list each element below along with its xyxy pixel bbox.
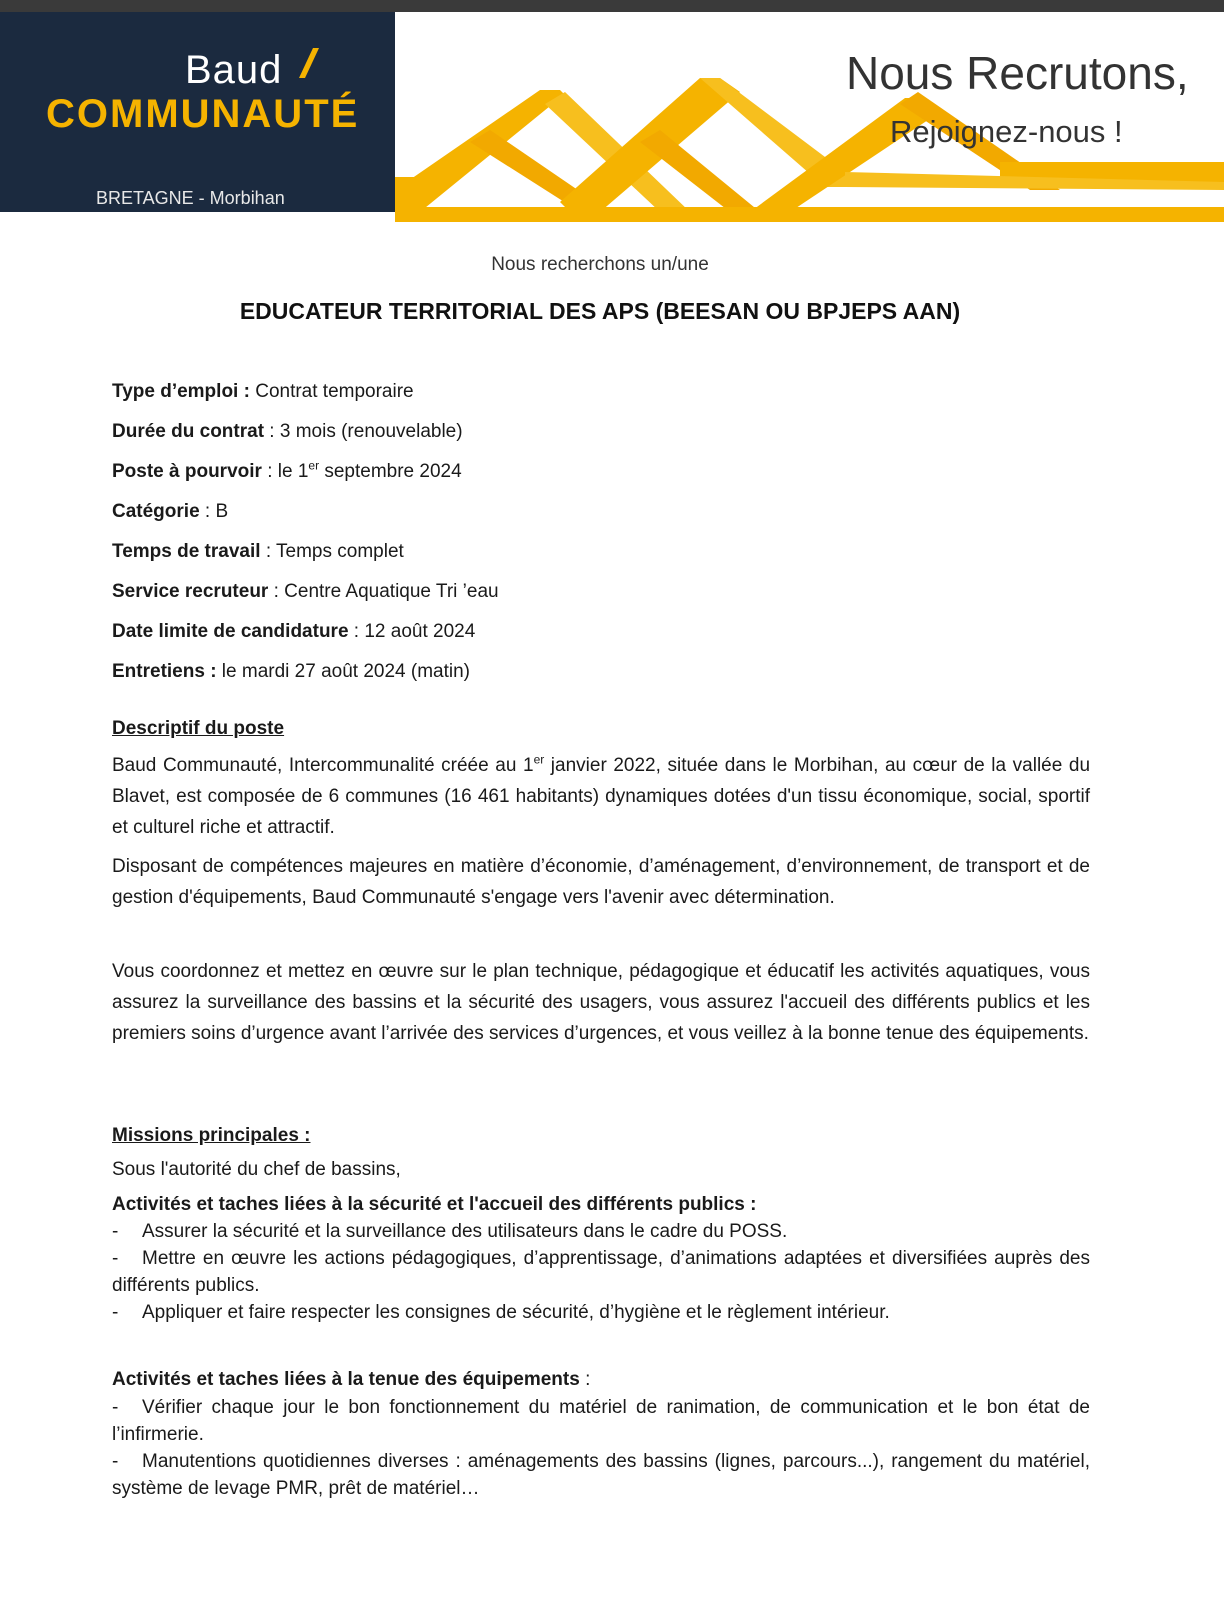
logo-communaute-text: COMMUNAUTÉ (46, 92, 360, 136)
intro-line: Nous recherchons un/une (491, 254, 709, 275)
list-item: - Mettre en œuvre les actions pédagogiques, d’apprentissage, d’animations adaptées et diversifiées auprès des différents publics. (112, 1248, 1090, 1296)
descriptif-paragraph-3: Vous coordonnez et mettez en œuvre sur le plan technique, pédagogique et éducatif les activités aquatiques, vous assurez la surveillance des bassins et la sécurité des usagers, vous assurez l'accueil des différents publics et les premiers soins d’urgence avant l’arrivée des services d’urgences, et vous veillez à la bonne tenue des équipements. (112, 961, 1090, 1044)
missions-heading: Missions principales : (112, 1125, 311, 1146)
list-item: - Assurer la sécurité et la surveillance des utilisateurs dans le cadre du POSS. (112, 1221, 788, 1242)
fact-duree: Durée du contrat : 3 mois (renouvelable) (112, 421, 463, 442)
descriptif-paragraph-1: Baud Communauté, Intercommunalité créée au 1er janvier 2022, située dans le Morbihan, au cœur de la vallée du Blavet, est composée de 6 communes (16 461 habitants) dynamiques dotées d'un tissu économique, social, sportif et culturel riche et attractif. (112, 752, 1091, 838)
logo-region-text: BRETAGNE - Morbihan (96, 188, 285, 208)
hero-title: Nous Recrutons, (846, 47, 1189, 99)
fact-entretiens: Entretiens : le mardi 27 août 2024 (matin) (112, 661, 470, 682)
descriptif-heading: Descriptif du poste (112, 718, 285, 739)
top-bar (0, 0, 1224, 12)
list-item: - Manutentions quotidiennes diverses : aménagements des bassins (lignes, parcours...), rangement du matériel, système de levage PMR, prêt de matériel… (112, 1451, 1090, 1499)
missions-group1-title: Activités et taches liées à la sécurité et l'accueil des différents publics : (112, 1194, 757, 1215)
missions-intro: Sous l'autorité du chef de bassins, (112, 1159, 401, 1180)
fact-service: Service recruteur : Centre Aquatique Tri ’eau (112, 581, 499, 602)
list-item: - Vérifier chaque jour le bon fonctionnement du matériel de ranimation, de communication et le bon état de l’infirmerie. (112, 1397, 1090, 1445)
job-facts (112, 380, 499, 700)
fact-temps: Temps de travail : Temps complet (112, 541, 404, 562)
list-item: - Appliquer et faire respecter les consignes de sécurité, d’hygiène et le règlement intérieur. (112, 1302, 890, 1323)
descriptif-paragraph-2: Disposant de compétences majeures en matière d’économie, d’aménagement, d’environnement, de transport et de gestion d'équipements, Baud Communauté s'engage vers l'avenir avec détermination. (112, 856, 1090, 908)
fact-type: Type d’emploi : Contrat temporaire (112, 381, 414, 402)
logo-accent-mark (295, 48, 319, 78)
logo-block (0, 12, 395, 212)
logo-baud-text: Baud (185, 48, 283, 92)
fact-categorie: Catégorie : B (112, 501, 229, 522)
missions-group2-title: Activités et taches liées à la tenue des équipements : (112, 1369, 591, 1390)
header-banner (0, 12, 1224, 234)
fact-date-limite: Date limite de candidature : 12 août 2024 (112, 621, 476, 642)
fact-poste: Poste à pourvoir : le 1er septembre 2024 (112, 458, 462, 482)
job-title: EDUCATEUR TERRITORIAL DES APS (BEESAN OU BPJEPS AAN) (239, 298, 961, 324)
hero-subtitle: Rejoignez-nous ! (890, 114, 1123, 149)
